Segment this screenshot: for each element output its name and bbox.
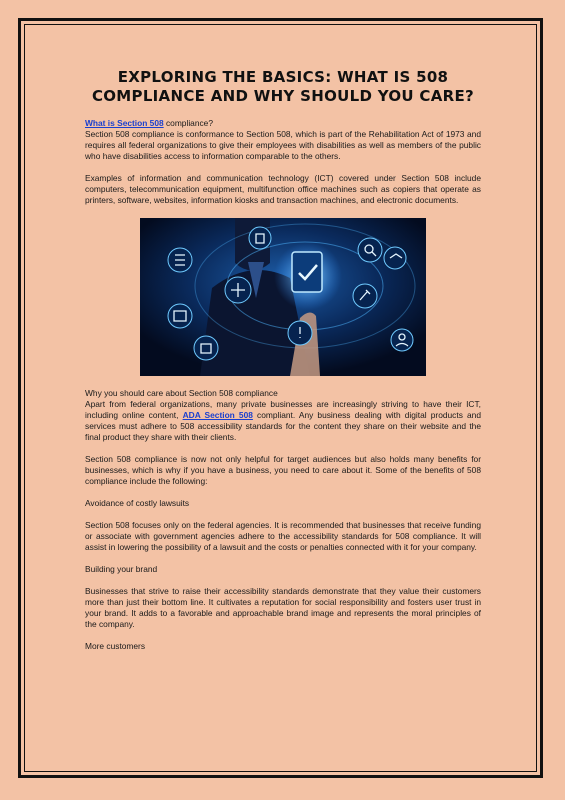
why-heading: Why you should care about Section 508 compliance: [85, 388, 278, 398]
section-body-lawsuits: Section 508 focuses only on the federal agencies. It is recommended that businesses that receive funding or associate with government agencies adhere to the accessibility standards for 508 compliance. It will assist in lowering the possibility of a lawsuit and the costs or penalties connected with it for your company.: [85, 520, 481, 552]
intro-heading: [85, 118, 481, 129]
intro-paragraph-2: Examples of information and communication technology (ICT) covered under Section 508 include computers, telecommunication equipment, multifunction office machines such as copiers that operate as printers, software, websites, information kiosks and transaction machines, and electronic documents.: [85, 173, 481, 205]
intro-paragraph-1: Section 508 compliance is conformance to Section 508, which is part of the Rehabilitation Act of 1973 and requires all federal organizations to give their employees with disabilities as well as members of the public who have disabilities access to information comparable to the others.: [85, 129, 481, 161]
page-title: EXPLORING THE BASICS: WHAT IS 508 COMPLIANCE AND WHY SHOULD YOU CARE?: [91, 68, 475, 105]
why-paragraph-1-end: compliant. Any business dealing with digital products and services must adhere to 508 accessibility standards for the content they share on their website and the final product they share with their clients.: [85, 410, 481, 442]
why-paragraph-1-start: Apart from federal organizations, many private businesses are increasingly striving to have their ICT, including online content,: [85, 399, 481, 420]
why-paragraph-2: Section 508 compliance is now not only helpful for target audiences but also holds many benefits for businesses, which is why if you have a business, you need to care about it. Some of the benefits of 508 compliance include the following:: [85, 454, 481, 486]
section-heading-lawsuits: Avoidance of costly lawsuits: [85, 498, 190, 508]
compliance-illustration: [140, 218, 426, 376]
document-body: [85, 68, 481, 652]
section-heading-brand: Building your brand: [85, 564, 158, 574]
what-is-section-508-link[interactable]: What is Section 508: [85, 118, 164, 128]
section-heading-customers: More customers: [85, 641, 146, 651]
ada-section-508-link[interactable]: ADA Section 508: [182, 410, 253, 420]
section-body-brand: Businesses that strive to raise their accessibility standards demonstrate that they value their customers more than just their bottom line. It cultivates a reputation for social responsibility and fosters user trust in your brand. It adds to a favorable and approachable brand image and represents the moral principles of the company.: [85, 586, 481, 629]
compliance-hero-image: [140, 218, 426, 376]
intro-heading-rest: compliance?: [163, 118, 214, 128]
why-paragraph-1: [85, 399, 481, 443]
